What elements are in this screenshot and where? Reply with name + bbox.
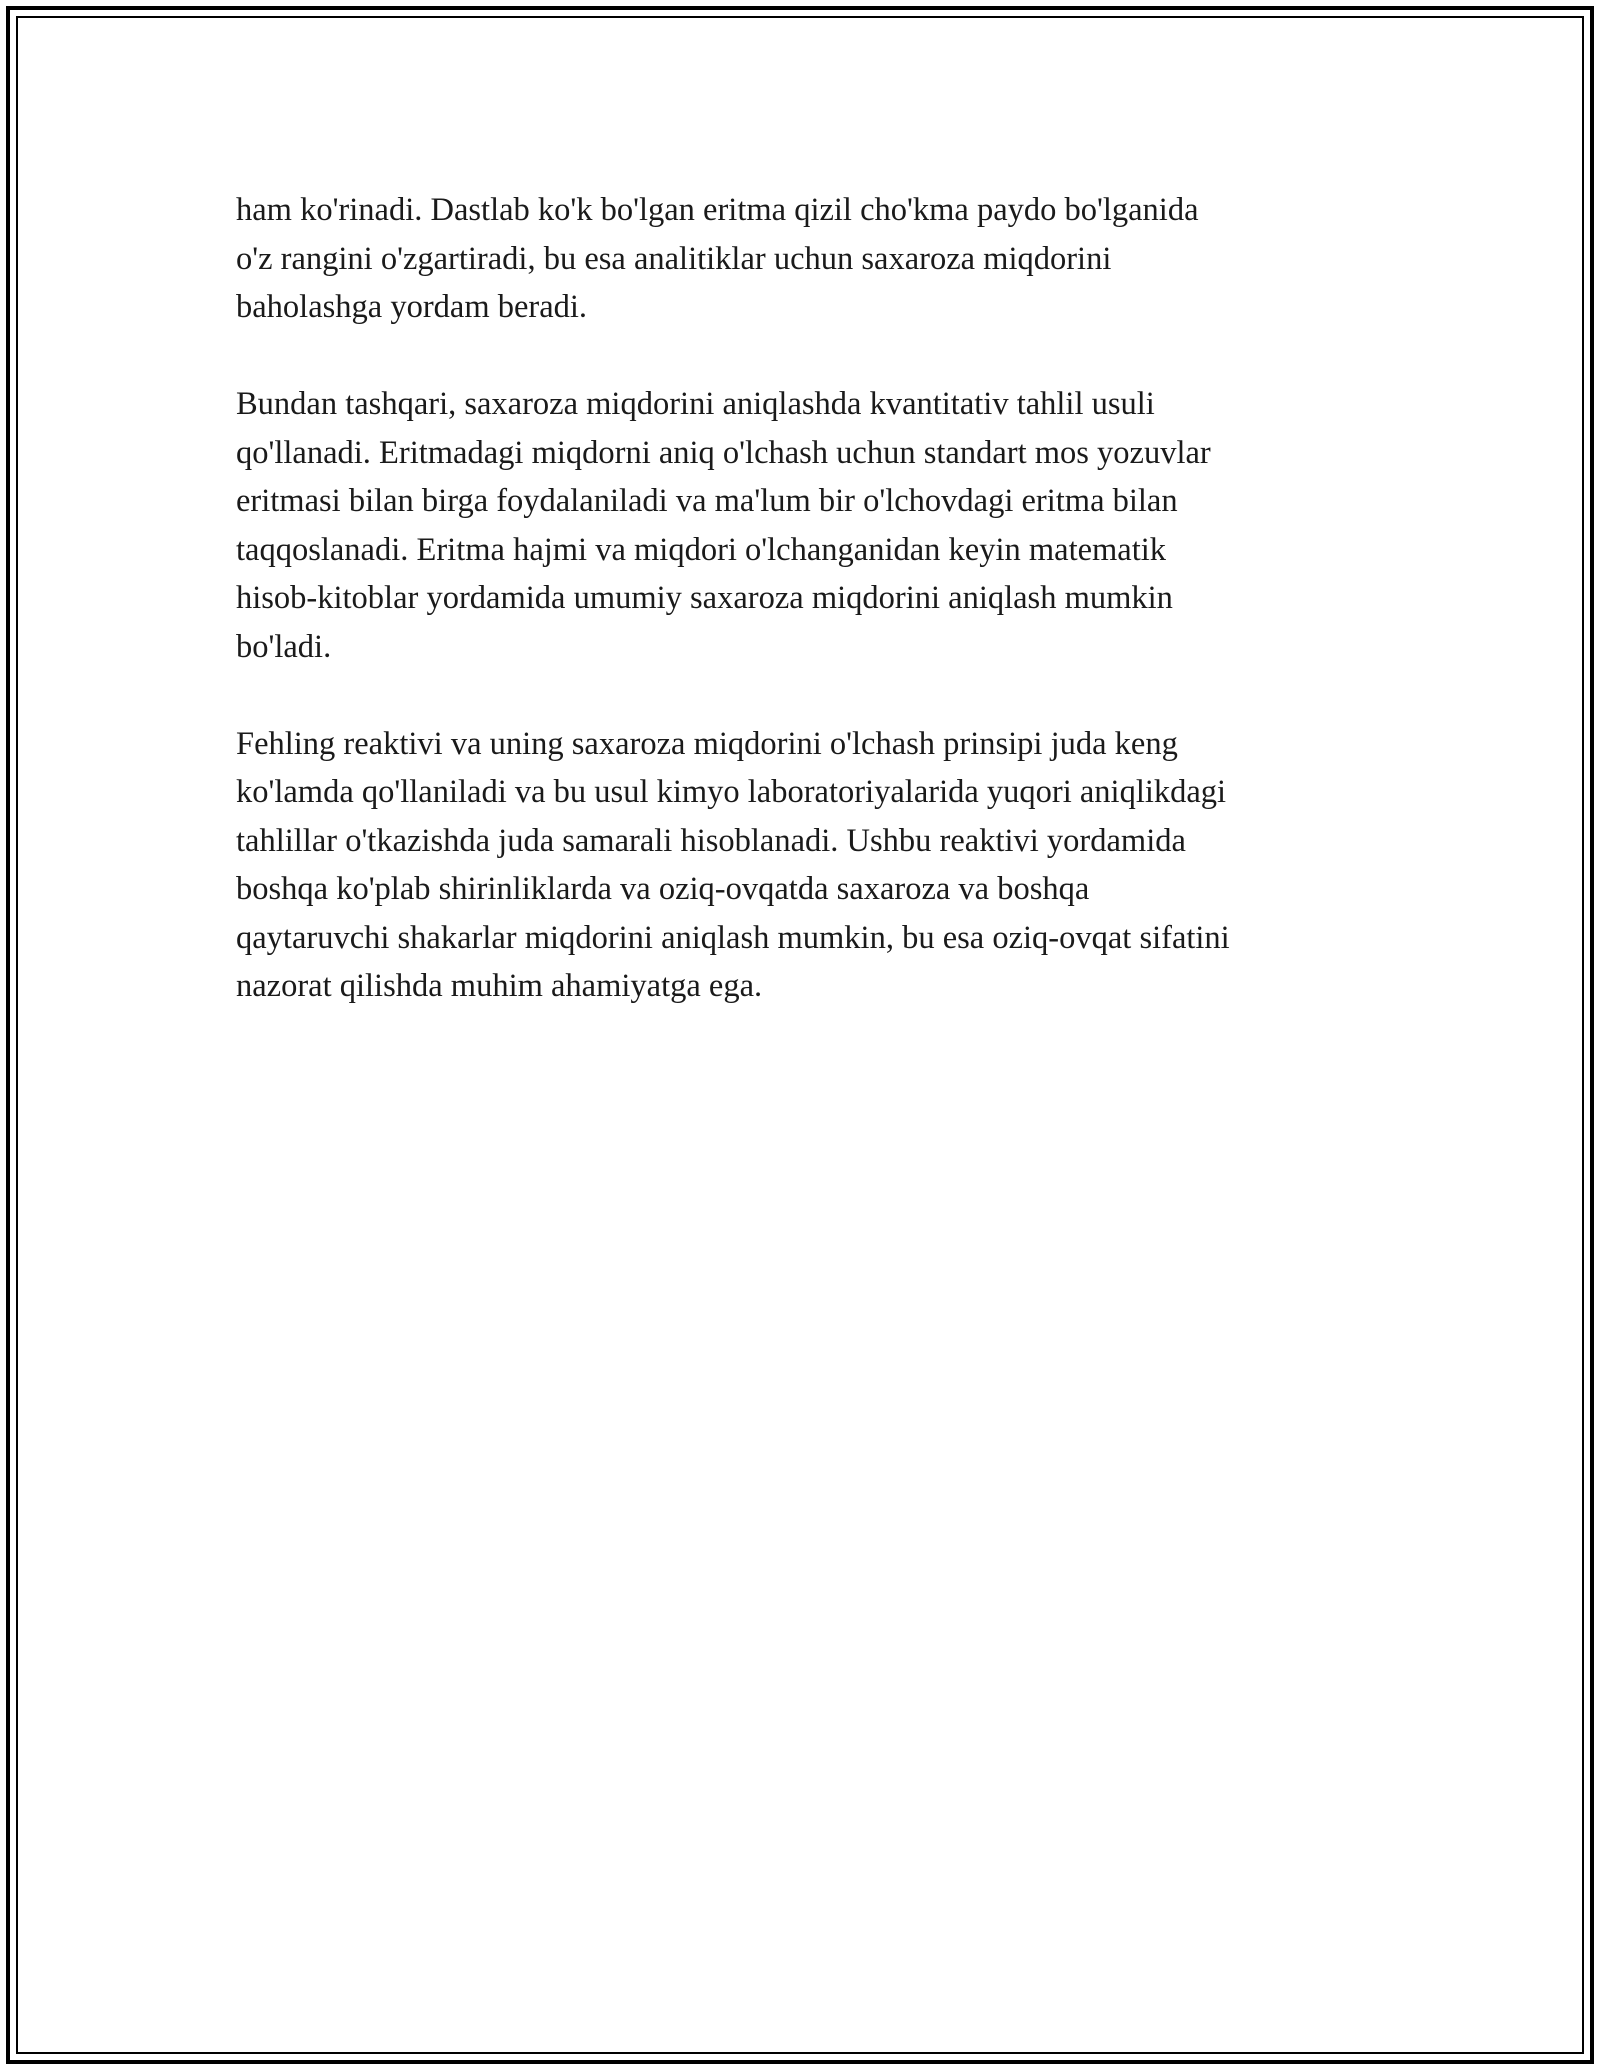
paragraph-line: eritmasi bilan birga foydalaniladi va ma'lum bir o'lchovdagi eritma bilan: [236, 483, 1178, 519]
paragraph-line: boshqa ko'plab shirinliklarda va oziq-ovqatda saxaroza va boshqa: [236, 871, 1090, 907]
paragraph-line: qaytaruvchi shakarlar miqdorini aniqlash mumkin, bu esa oziq-ovqat sifatini: [236, 919, 1230, 956]
paragraph-2: [236, 380, 1376, 671]
paragraph-line: bo'ladi.: [236, 628, 332, 665]
paragraph-line: ko'lamda qo'llaniladi va bu usul kimyo laboratoriyalarida yuqori aniqlikdagi: [236, 774, 1227, 810]
paragraph-line: baholashga yordam beradi.: [236, 289, 588, 325]
paragraph-line: tahlillar o'tkazishda juda samarali hisoblanadi. Ushbu reaktivi yordamida: [236, 822, 1186, 859]
paragraph-line: nazorat qilishda muhim ahamiyatga ega.: [236, 968, 763, 1004]
paragraph-line: hisob-kitoblar yordamida umumiy saxaroza miqdorini aniqlash mumkin: [236, 580, 1173, 616]
paragraph-line: Bundan tashqari, saxaroza miqdorini aniqlashda kvantitativ tahlil usuli: [236, 386, 1155, 422]
paragraph-line: qo'llanadi. Eritmadagi miqdorni aniq o'lchash uchun standart mos yozuvlar: [236, 434, 1211, 471]
paragraph-line: o'z rangini o'zgartiradi, bu esa analitiklar uchun saxaroza miqdorini: [236, 240, 1112, 277]
paragraph-line: taqqoslanadi. Eritma hajmi va miqdori o'lchanganidan keyin matematik: [236, 531, 1167, 568]
paragraph-3: [236, 720, 1376, 1011]
document-body: [236, 186, 1376, 1059]
paragraph-line: ham ko'rinadi. Dastlab ko'k bo'lgan eritma qizil cho'kma paydo bo'lganida: [236, 192, 1199, 228]
paragraph-line: Fehling reaktivi va uning saxaroza miqdorini o'lchash prinsipi juda keng: [236, 725, 1178, 762]
paragraph-1: [236, 186, 1376, 332]
